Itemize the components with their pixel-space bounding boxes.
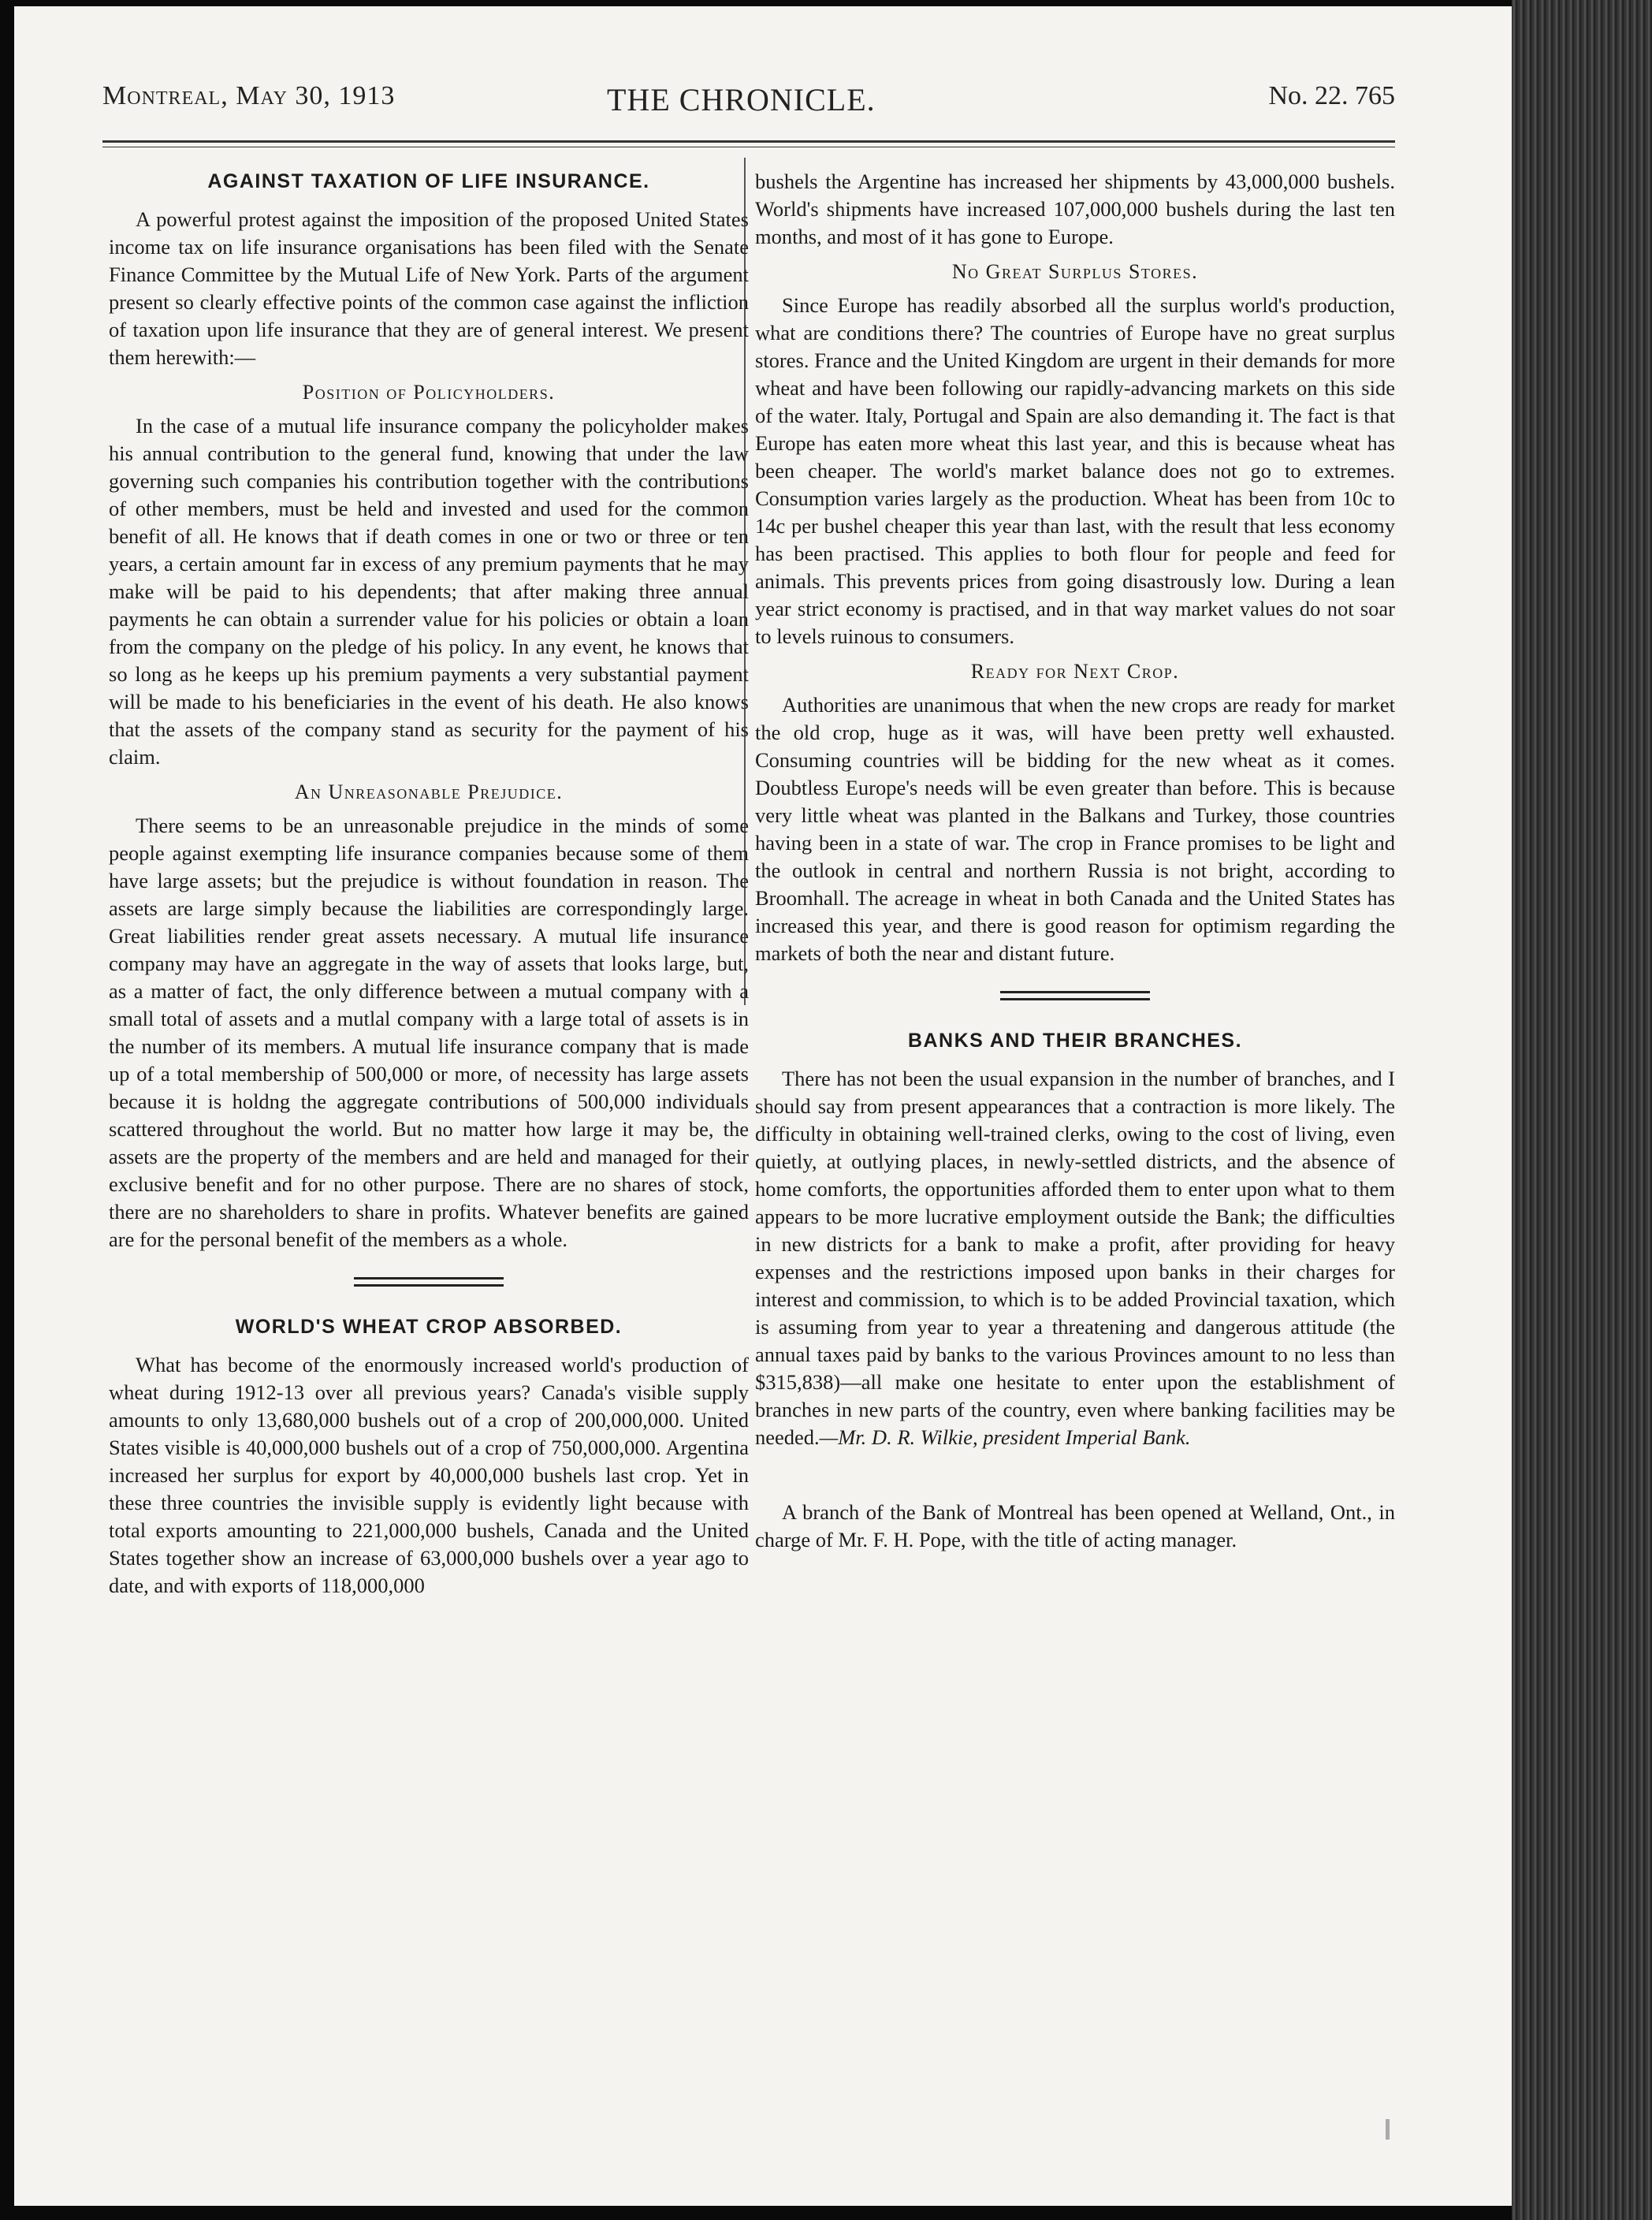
header-issue-page-number: No. 22. 765 [1268, 81, 1395, 110]
article-title-banks: BANKS AND THEIR BRANCHES. [907, 1030, 1243, 1052]
news-notice: A branch of the Bank of Montreal has been opened at Welland, Ont., in charge of Mr. F. H. Pope, with the title of acting manager. [755, 1500, 1395, 1551]
article-body: There has not been the usual expansion in the number of branches, and I should say from present appearances that a contraction is more likely. The difficulty in obtaining well-trained clerks, owing to the cost of living, even quietly, at outlying places, in newly-settled districts, and the absence of home comforts, the opportunities afforded them to enter upon what to them appears to be more lucrative employment outside the Bank; the difficulties in new districts for a bank to make a profit, after providing for heavy expenses and the restrictions imposed upon banks in their charges for interest and commission, to which is to be added Provincial taxation, which is assuming from year to year a threatening and dangerous attitude (the annual taxes paid by banks to the various Provinces amount to no less than $315,838)—all make one hesitate to enter upon the establishment of branches in new parts of the country, even where banking facilities may be needed. [755, 1067, 1395, 1449]
article-signature: —Mr. D. R. Wilkie, president Imperial Bank. [819, 1425, 1191, 1449]
article-title-wheat: WORLD'S WHEAT CROP ABSORBED. [235, 1316, 623, 1338]
subheading-prejudice: An Unreasonable Prejudice. [294, 780, 564, 803]
scanned-page [14, 6, 1512, 2206]
right-column [755, 168, 1395, 1554]
article-title-taxation: AGAINST TAXATION OF LIFE INSURANCE. [207, 170, 650, 192]
header-rule [102, 140, 1395, 143]
header-publication-title: THE CHRONICLE. [607, 82, 876, 117]
article-paragraph: Authorities are unanimous that when the new crops are ready for market the old crop, huge as it was, will have been pretty well exhausted. Consuming countries will be bidding for the new wheat as it comes. Doubtless Europe's needs will be even greater than before. This is because very little wheat was planted in the Balkans and Turkey, those countries having been in a state of war. The crop in France promises to be light and the outlook in central and northern Russia is not bright, according to Broomhall. The acreage in wheat in both Canada and the United States has increased this year, and there is good reason for optimism regarding the markets of both the near and distant future. [755, 693, 1395, 965]
section-separator [1000, 991, 1150, 1000]
article-paragraph [755, 1065, 1395, 1451]
scan-mark [1386, 2119, 1390, 2140]
article-paragraph: What has become of the enormously increased world's production of wheat during 1912-13 over all previous years? Canada's visible supply amounts to only 13,680,000 bushels out of a crop of 200,000,000. United States visible is 40,000,000 bushels out of a crop of 750,000,000. Argentina increased her surplus for export by 40,000,000 bushels last crop. Yet in these three countries the invisible supply is evidently light because with total exports amounting to 221,000,000 bushels, Canada and the United States together show an increase of 63,000,000 bushels over a year ago to date, and with exports of 118,000,000 [109, 1353, 749, 1597]
article-paragraph: A powerful protest against the imposition of the proposed United States income tax on life insurance organisations has been filed with the Senate Finance Committee by the Mutual Life of New York. Parts of the argument present so clearly effective points of the common case against the infliction of taxation upon life insurance that they are of general interest. We present them herewith:— [109, 207, 749, 369]
page-header [102, 81, 1395, 136]
article-paragraph-continued: bushels the Argentine has increased her shipments by 43,000,000 bushels. World's shipments have increased 107,000,000 bushels during the last ten months, and most of it has gone to Europe. [755, 169, 1395, 248]
subheading-next-crop: Ready for Next Crop. [970, 660, 1180, 683]
article-paragraph: In the case of a mutual life insurance company the policyholder makes his annual contribution to the general fund, knowing that under the law governing such companies his contribution together with the contributions of other members, must be held and invested and used for the common benefit of all. He knows that if death comes in one or two or three or ten years, a certain amount far in excess of any premium payments that he may make will be paid to his dependents; that after making three annual payments he can obtain a surrender value for his policies or obtain a loan from the company on the pledge of his policy. In any event, he knows that so long as he keeps up his premium payments a very substantial payment will be made to his beneficiaries in the event of his death. He also knows that the assets of the company stand as security for the payment of his claim. [109, 414, 749, 769]
article-paragraph: There seems to be an unreasonable prejudice in the minds of some people against exempting life insurance companies because some of them have large assets; but the prejudice is without foundation in reason. The assets are large simply because the liabilities are correspondingly large. Great liabilities render great assets necessary. A mutual life insurance company may have an aggregate in the way of assets that looks large, but, as a matter of fact, the only difference between a mutual company with a small total of assets and a mutlal company with a large total of assets is in the number of its members. A mutual life insurance company that is made up of a total membership of 500,000 or more, of necessity has large assets because it is holdng the aggregate contributions of 500,000 individuals scattered throughout the world. But no matter how large it may be, the assets are the property of the members and are held and managed for their exclusive benefit and for no other purpose. There are no shares of stock, there are no shareholders to share in profits. Whatever benefits are gained are for the personal benefit of the members as a whole. [109, 814, 749, 1251]
header-dateline: Montreal, May 30, 1913 [102, 81, 396, 110]
article-paragraph: Since Europe has readily absorbed all the surplus world's production, what are conditions there? The countries of Europe have no great surplus stores. France and the United Kingdom are urgent in their demands for more wheat and have been following our rapidly-advancing markets on this side of the water. Italy, Portugal and Spain are also demanding it. The fact is that Europe has eaten more wheat this last year, and this is because wheat has been cheaper. The world's market balance does not go to extremes. Consumption varies largely as the production. Wheat has been from 10c to 14c per bushel cheaper this year than last, with the result that less economy has been practised. This applies to both flour for people and feed for animals. This prevents prices from going disastrously low. During a lean year strict economy is practised, and in that way market values do not soar to levels ruinous to consumers. [755, 293, 1395, 648]
section-separator [354, 1277, 504, 1287]
left-column [109, 168, 749, 1600]
subheading-surplus-stores: No Great Surplus Stores. [951, 260, 1199, 283]
book-page-edges [1512, 0, 1652, 2220]
subheading-policyholders: Position of Policyholders. [302, 381, 556, 404]
